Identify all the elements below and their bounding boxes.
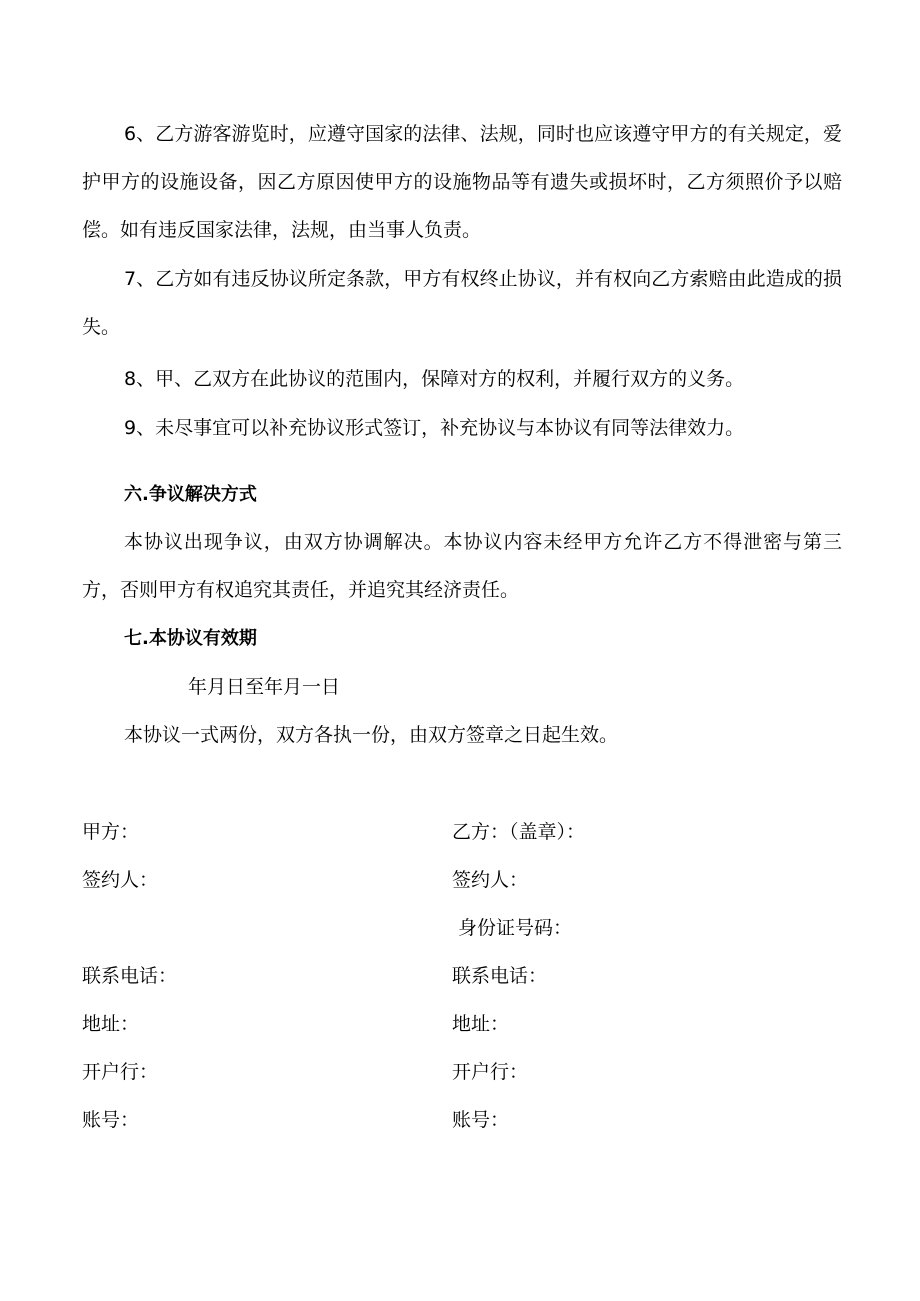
- section-7-heading: 七.本协议有效期: [124, 628, 257, 649]
- party-a-bank: 开户行：: [82, 1061, 159, 1083]
- party-b-bank: 开户行：: [452, 1061, 529, 1083]
- section-6-heading: 六.争议解决方式: [124, 484, 257, 505]
- party-a-phone: 联系电话：: [82, 965, 178, 987]
- party-b-label: 乙方：（盖章）：: [452, 821, 586, 843]
- party-b-id-number: 身份证号码：: [458, 917, 573, 939]
- party-a-label: 甲方：: [82, 821, 140, 843]
- clause-6: 6、乙方游客游览时，应遵守国家的法律、法规，同时也应该遵守甲方的有关规定，爱护甲方的设施设备，因乙方原因使甲方的设施物品等有遗失或损坏时，乙方须照价予以赔偿。如有违反国家法律，法规，由当事人负责。: [82, 123, 842, 241]
- party-b-address: 地址：: [452, 1013, 510, 1035]
- party-a-address: 地址：: [82, 1013, 140, 1035]
- clause-7: 7、乙方如有违反协议所定条款，甲方有权终止协议，并有权向乙方索赔由此造成的损失。: [82, 268, 842, 338]
- clause-9: 9、未尽事宜可以补充协议形式签订，补充协议与本协议有同等法律效力。: [124, 417, 745, 439]
- copies-statement: 本协议一式两份，双方各执一份，由双方签章之日起生效。: [124, 724, 619, 746]
- party-b-signer: 签约人：: [452, 869, 529, 891]
- validity-period: 年月日至年月一日: [188, 676, 341, 698]
- party-b-account: 账号：: [452, 1109, 510, 1131]
- section-6-body: 本协议出现争议，由双方协调解决。本协议内容未经甲方允许乙方不得泄密与第三方，否则甲方有权追究其责任，并追究其经济责任。: [82, 531, 842, 601]
- clause-8: 8、甲、乙双方在此协议的范围内，保障对方的权利，并履行双方的义务。: [124, 368, 745, 390]
- party-a-account: 账号：: [82, 1109, 140, 1131]
- party-a-signer: 签约人：: [82, 869, 159, 891]
- party-b-phone: 联系电话：: [452, 965, 548, 987]
